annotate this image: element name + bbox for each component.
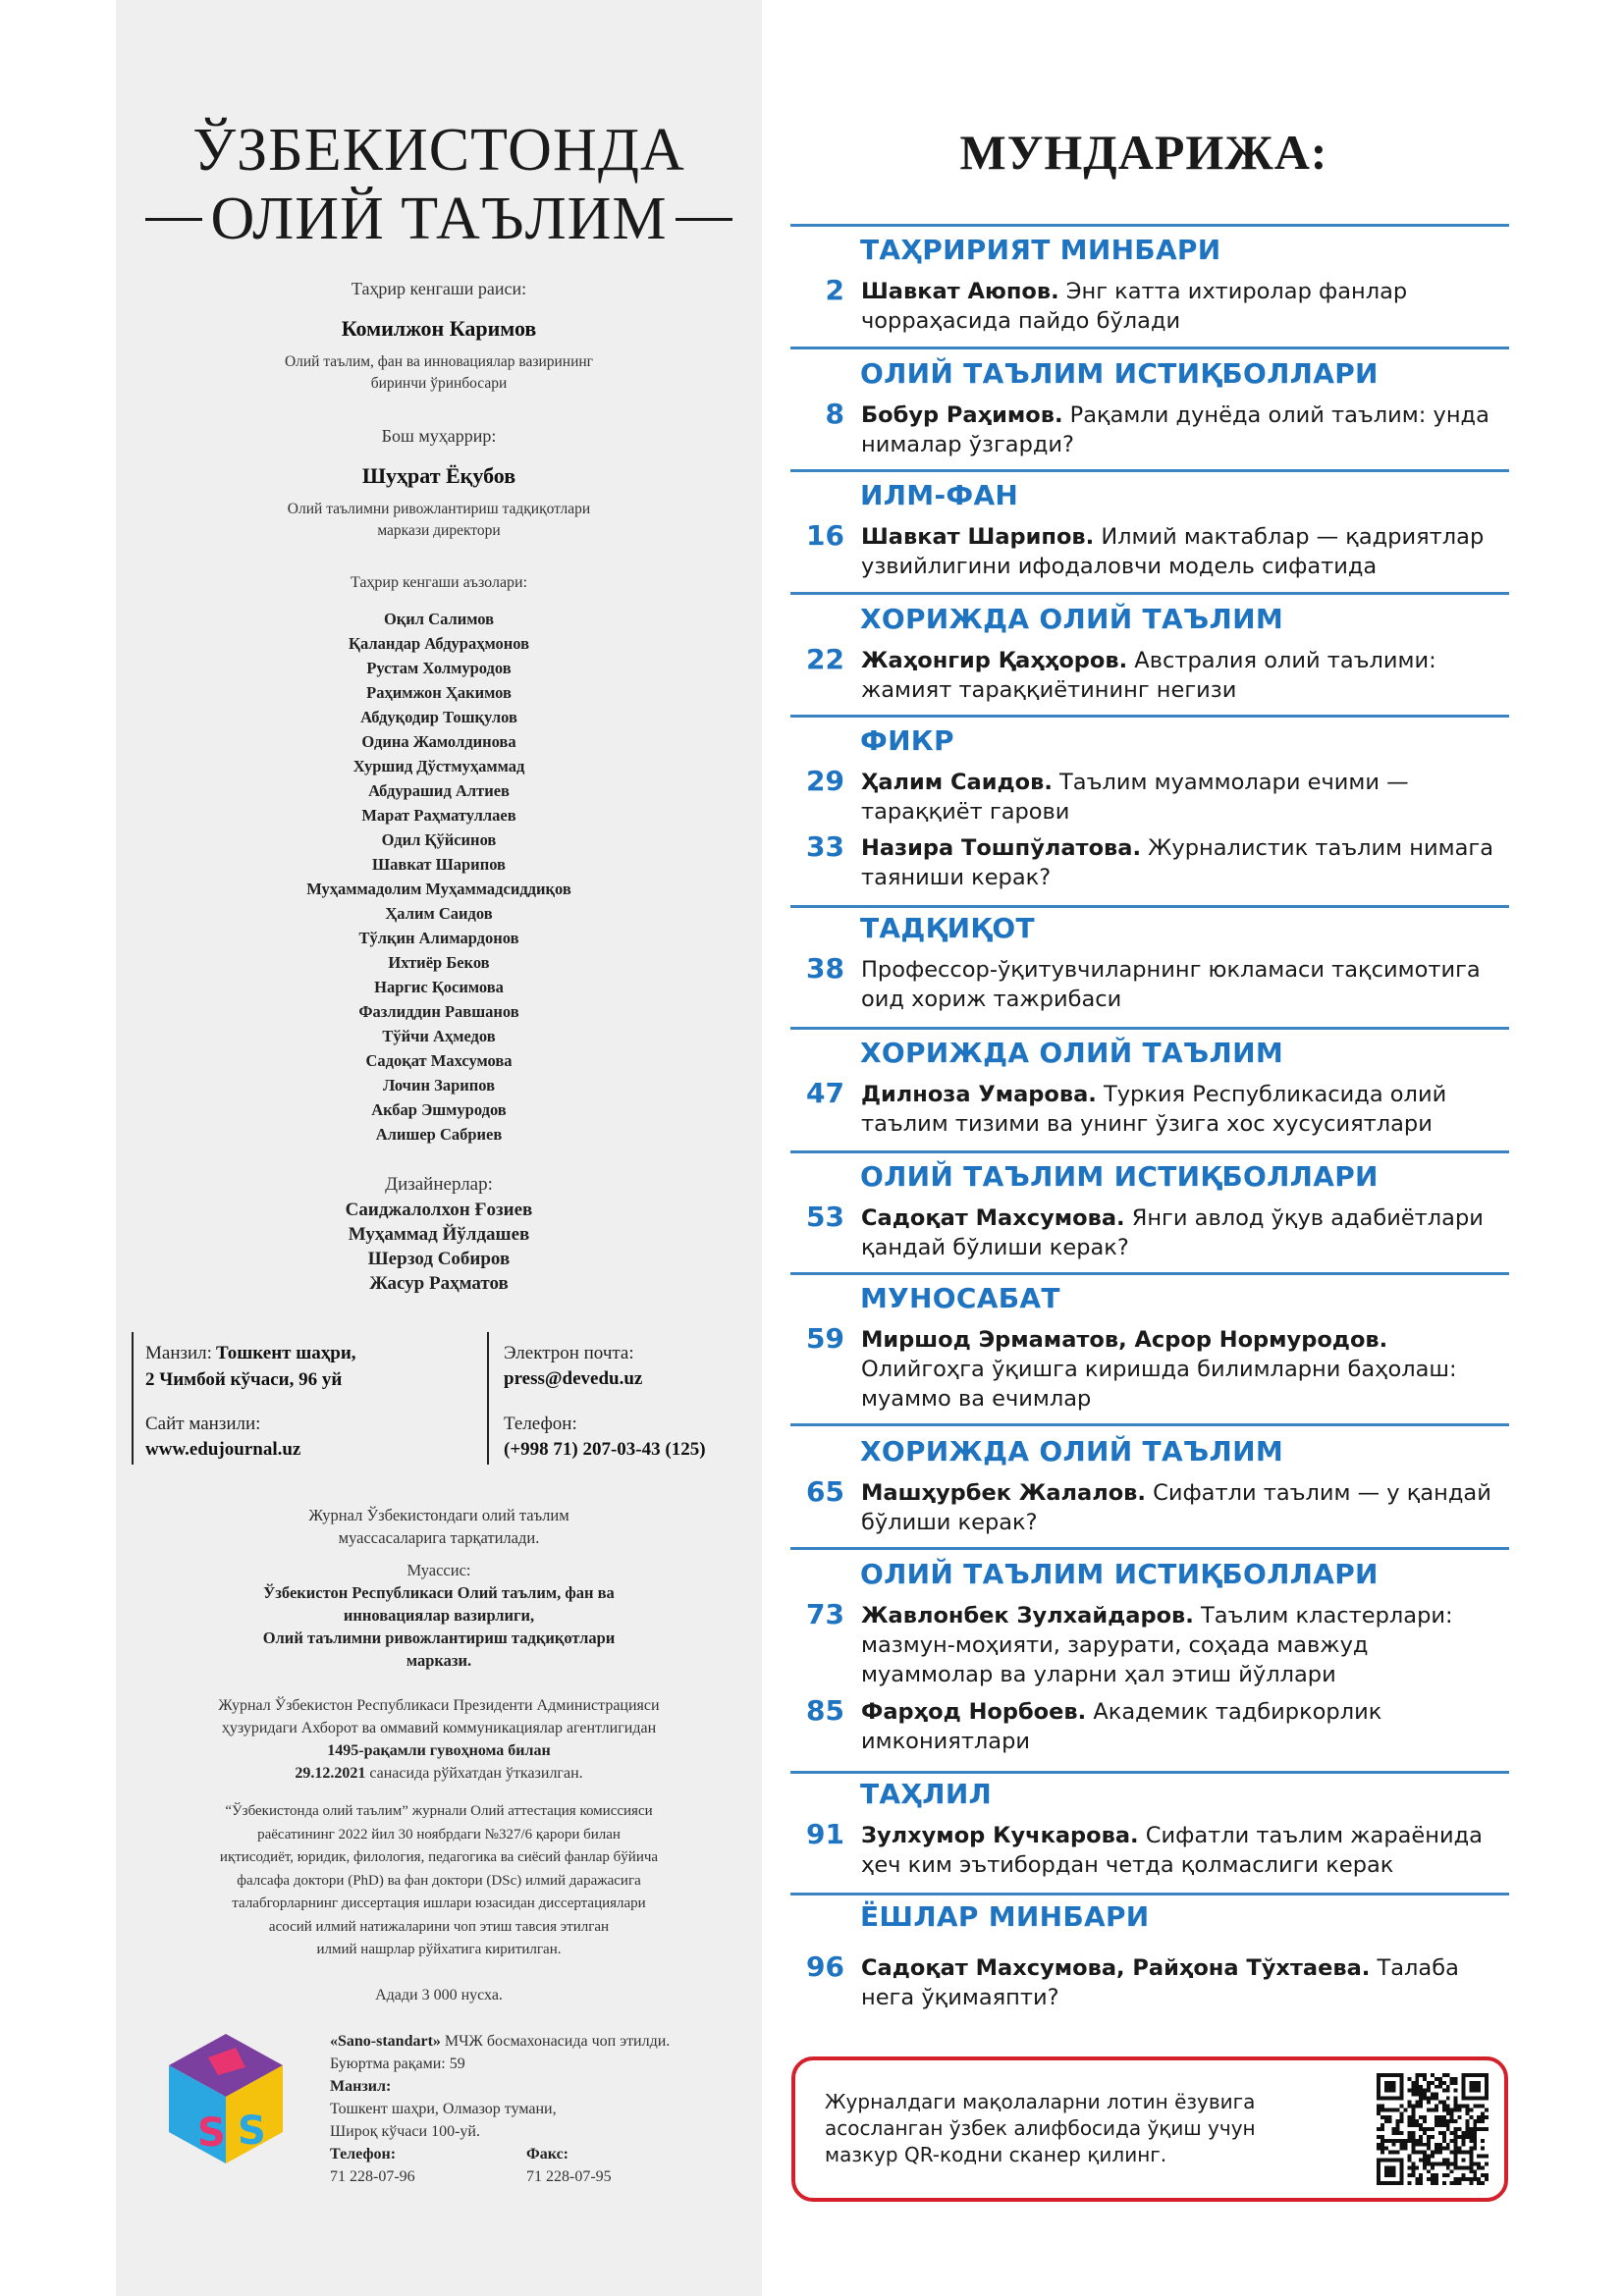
entry-title: Сифатли таълим жараёнида ҳеч ким эътибордан четда қолмаслиги керак	[861, 1823, 1483, 1878]
masthead-dash-left	[145, 218, 202, 221]
chair-name: Комилжон Каримов	[341, 316, 537, 341]
email-block	[504, 1341, 759, 1392]
masthead-title-line2-row	[116, 185, 762, 254]
distribution-note: Журнал Ўзбекистондаги олий таълим муассасаларига тарқатилади.	[308, 1506, 569, 1547]
section-rule	[790, 592, 1509, 595]
entry-title: Академик тадбиркорлик имкониятлари	[861, 1699, 1382, 1754]
section-heading: ИЛМ-ФАН	[860, 479, 1019, 511]
vak-line: “Ўзбекистонда олий таълим” журнали Олий аттестация комиссияси	[225, 1803, 653, 1819]
designer: Жасур Раҳматов	[369, 1273, 509, 1294]
section-rule	[790, 469, 1509, 472]
board-member: Қаландар Абдураҳмонов	[349, 634, 529, 653]
page-number[interactable]: 2	[825, 274, 844, 306]
page-number[interactable]: 16	[806, 519, 844, 552]
address-line2: 2 Чимбой кўчаси, 96 уй	[145, 1369, 343, 1390]
vak-line: илмий нашрлар рўйхатига киритилган.	[316, 1942, 562, 1957]
page-number[interactable]: 73	[806, 1598, 844, 1630]
qr-code-icon[interactable]	[1377, 2073, 1489, 2185]
site-block	[145, 1412, 479, 1463]
designer: Шерзод Собиров	[367, 1249, 511, 1269]
vak-line: асосий илмий натижаларини чоп этиш тавсия этилган	[268, 1918, 610, 1935]
vak-line: фалсафа доктори (PhD) ва фан доктори (DSc) илмий даражасига	[237, 1872, 641, 1889]
board-member: Раҳимжон Ҳакимов	[366, 683, 512, 702]
email-value: press@devedu.uz	[504, 1368, 643, 1389]
toc-entry[interactable]	[861, 1601, 1501, 1689]
section-heading: ОЛИЙ ТАЪЛИМ ИСТИҚБОЛЛАРИ	[860, 357, 1379, 390]
logo-letter-s2: S	[238, 2109, 266, 2154]
entry-author: Шавкат Шарипов.	[861, 524, 1095, 550]
entry-title: Таълим муаммолари ечими — тараққиёт гарови	[861, 770, 1409, 825]
toc-entry[interactable]	[861, 1080, 1501, 1139]
board-member: Муҳаммадолим Муҳаммадсиддиқов	[306, 880, 571, 898]
designers-list	[116, 1198, 762, 1296]
designers-label: Дизайнерлар:	[385, 1174, 493, 1195]
entry-author: Ҳалим Саидов.	[861, 770, 1053, 795]
masthead-title-line1: ЎЗБЕКИСТОНДА	[192, 117, 685, 184]
section-heading: МУНОСАБАТ	[860, 1282, 1060, 1314]
entry-author: Дилноза Умарова.	[861, 1082, 1097, 1107]
board-member: Шавкат Шарипов	[372, 855, 506, 874]
section-rule	[790, 1423, 1509, 1426]
board-member: Ҳалим Саидов	[385, 904, 493, 923]
masthead-title-line2: ОЛИЙ ТАЪЛИМ	[210, 186, 668, 252]
entry-author: Бобур Раҳимов.	[861, 402, 1063, 428]
entry-author: Садоқат Махсумова.	[861, 1205, 1125, 1231]
printer-info: «Sano-standart» МЧЖ босмахонасида чоп этилди. Буюртма рақами: 59 Манзил: Тошкент шаҳри, Олмазор тумани, Широқ кўчаси 100-уй. Телефон: 71 228-07-96 Факс: 71 228-07-95	[330, 2033, 671, 2185]
entry-title: Журналистик таълим нимага таяниши керак?	[861, 835, 1493, 890]
board-member: Абдурашид Алтиев	[368, 781, 510, 800]
entry-title: Австралия олий таълими: жамият тараққиётининг негизи	[861, 648, 1436, 703]
entry-title: Илмий мактаблар — қадриятлар узвийлигини ифодаловчи модель сифатида	[861, 524, 1485, 579]
board-member: Акбар Эшмуродов	[371, 1100, 507, 1119]
entry-title: Олийгоҳга ўқишга киришда билимларни баҳолаш: муаммо ва ечимлар	[861, 1357, 1457, 1412]
section-rule	[790, 1893, 1509, 1896]
editor-role: Олий таълимни ривожлантириш тадқиқотлари маркази директори	[287, 501, 591, 540]
address-line1: Тошкент шаҳри,	[215, 1343, 356, 1363]
board-member: Наргис Қосимова	[374, 978, 504, 996]
entry-title: Талаба нега ўқимаяпти?	[861, 1955, 1459, 2010]
section-heading: ОЛИЙ ТАЪЛИМ ИСТИҚБОЛЛАРИ	[860, 1558, 1379, 1590]
board-member: Тўйчи Аҳмедов	[382, 1027, 496, 1045]
section-heading: ОЛИЙ ТАЪЛИМ ИСТИҚБОЛЛАРИ	[860, 1160, 1379, 1193]
section-heading: ФИКР	[860, 724, 954, 757]
qr-notice-text: Журналдаги мақолаларни лотин ёзувига асосланган ўзбек алифбосида ўқиш учун мазкур QR-кодни сканер қилинг.	[825, 2090, 1256, 2166]
page-number[interactable]: 22	[806, 643, 844, 675]
page-number[interactable]: 59	[806, 1322, 844, 1355]
board-member: Марат Раҳматуллаев	[361, 806, 516, 825]
page-number[interactable]: 33	[806, 830, 844, 863]
entry-title: Профессор-ўқитувчиларнинг юкламаси тақсимотига оид хориж тажрибаси	[861, 957, 1481, 1012]
page-number[interactable]: 8	[825, 398, 844, 430]
members-label: Таҳрир кенгаши аъзолари:	[350, 574, 528, 591]
registration-note: Журнал Ўзбекистон Республикаси Президенти Администрацияси ҳузуридаги Ахборот ва оммавий коммуникациялар агентлигидан 1495-рақамли гувоҳнома билан 29.12.2021 санасида рўйхатдан ўтказилган.	[218, 1697, 660, 1782]
board-member: Рустам Холмуродов	[366, 659, 512, 677]
entry-title: Таълим кластерлари: мазмун-моҳияти, зарурати, соҳада мавжуд муаммолар ва уларни ҳал этиш йўллари	[861, 1603, 1453, 1687]
entry-author: Садоқат Махсумова, Райҳона Тўхтаева.	[861, 1955, 1371, 1981]
entry-title: Янги авлод ўқув адабиётлари қандай бўлиши керак?	[861, 1205, 1484, 1260]
contact-divider	[487, 1332, 489, 1465]
phone-block	[504, 1412, 759, 1463]
site-value: www.edujournal.uz	[145, 1439, 301, 1460]
page-number[interactable]: 96	[806, 1950, 844, 1983]
toc-entry[interactable]	[861, 1478, 1501, 1537]
section-heading: ХОРИЖДА ОЛИЙ ТАЪЛИМ	[860, 603, 1283, 635]
toc-entry[interactable]	[861, 768, 1501, 827]
circulation: Адади 3 000 нусха.	[375, 1987, 503, 2003]
section-heading: ХОРИЖДА ОЛИЙ ТАЪЛИМ	[860, 1435, 1283, 1468]
toc-title: МУНДАРИЖА:	[959, 125, 1328, 180]
toc-entry[interactable]	[861, 1697, 1501, 1756]
toc-entry[interactable]	[861, 833, 1501, 892]
designer: Саиджалолхон Ғозиев	[345, 1200, 533, 1220]
section-heading: ЁШЛАР МИНБАРИ	[860, 1900, 1150, 1933]
board-member: Хуршид Дўстмуҳаммад	[352, 757, 525, 775]
section-rule	[790, 1771, 1509, 1774]
section-rule	[790, 1272, 1509, 1275]
founder-label: Муассис:	[406, 1561, 471, 1579]
chair-label: Таҳрир кенгаши раиси:	[351, 279, 527, 298]
board-member: Фазлиддин Равшанов	[358, 1002, 519, 1021]
entry-author: Зулхумор Кучкарова.	[861, 1823, 1139, 1848]
designer: Муҳаммад Йўлдашев	[348, 1224, 530, 1245]
vak-line: талабгорларнинг диссертация ишлари юзасидан диссертациялари	[232, 1896, 646, 1911]
section-rule	[790, 1027, 1509, 1030]
chair-role: Олий таълим, фан ва инновациялар вазирининг биринчи ўринбосари	[284, 353, 594, 393]
toc-entry[interactable]	[861, 1821, 1501, 1880]
toc-entry[interactable]	[861, 277, 1501, 336]
board-member: Лочин Зарипов	[382, 1076, 496, 1095]
page-number[interactable]: 47	[806, 1077, 844, 1109]
members-list	[116, 607, 762, 1147]
phone-label: Телефон:	[504, 1414, 577, 1434]
toc-entry[interactable]	[861, 522, 1501, 581]
board-member: Одил Қўйсинов	[381, 830, 497, 849]
page-number[interactable]: 29	[806, 765, 844, 797]
section-rule	[790, 715, 1509, 718]
board-member: Садоқат Махсумова	[365, 1051, 513, 1070]
entry-title: Рақамли дунёда олий таълим: унда нималар ўзгарди?	[861, 402, 1489, 457]
section-heading: ХОРИЖДА ОЛИЙ ТАЪЛИМ	[860, 1037, 1283, 1069]
vak-line: раёсатининг 2022 йил 30 ноябрдаги №327/6 қарори билан	[257, 1826, 621, 1842]
entry-title: Энг катта ихтиролар фанлар чорраҳасида пайдо бўлади	[861, 279, 1408, 334]
logo-letter-s1: S	[197, 2110, 226, 2156]
toc-entry[interactable]	[861, 1953, 1501, 2012]
entry-title: Туркия Республикасида олий таълим тизими ва унинг ўзига хос хусусиятлари	[861, 1082, 1447, 1137]
entry-author: Жаҳонгир Қаҳҳоров.	[861, 648, 1128, 673]
entry-author: Жавлонбек Зулхайдаров.	[861, 1603, 1194, 1629]
page-number[interactable]: 38	[806, 952, 844, 985]
phone-value: (+998 71) 207-03-43 (125)	[504, 1439, 706, 1460]
toc-entry[interactable]	[861, 646, 1501, 705]
section-rule	[790, 347, 1509, 349]
editor-name: Шуҳрат Ёқубов	[361, 463, 516, 488]
entry-author: Назира Тошпўлатова.	[861, 835, 1142, 861]
editor-label: Бош муҳаррир:	[381, 426, 497, 446]
page-number[interactable]: 85	[806, 1694, 844, 1727]
entry-author: Машҳурбек Жалалов.	[861, 1480, 1146, 1506]
vak-note	[116, 1800, 762, 1962]
section-heading: ТАҲРИРИЯТ МИНБАРИ	[860, 234, 1221, 266]
board-member: Ихтиёр Беков	[388, 953, 490, 972]
section-heading: ТАҲЛИЛ	[860, 1778, 993, 1810]
site-label: Сайт манзили:	[145, 1414, 261, 1434]
address-block	[145, 1341, 479, 1394]
section-rule	[790, 905, 1509, 908]
toc-entry[interactable]	[861, 955, 1501, 1014]
printer-logo-icon	[165, 2030, 287, 2167]
section-rule	[790, 1547, 1509, 1550]
toc-entry[interactable]	[861, 1203, 1501, 1262]
board-member: Тўлқин Алимардонов	[358, 929, 519, 947]
board-member: Одина Жамолдинова	[361, 732, 516, 751]
address-label: Манзил:	[145, 1343, 212, 1363]
board-member: Алишер Сабриев	[375, 1125, 503, 1144]
entry-author: Фарҳод Норбоев.	[861, 1699, 1087, 1725]
vak-line: иқтисодиёт, юридик, филология, педагогика ва сиёсий фанлар бўйича	[219, 1849, 659, 1865]
section-rule	[790, 1150, 1509, 1153]
section-rule	[790, 224, 1509, 227]
entry-title: Сифатли таълим — у қандай бўлиши керак?	[861, 1480, 1491, 1535]
page-number[interactable]: 53	[806, 1201, 844, 1233]
entry-author: Шавкат Аюпов.	[861, 279, 1059, 304]
email-label: Электрон почта:	[504, 1343, 634, 1363]
board-member: Абдуқодир Тошқулов	[360, 708, 517, 726]
toc-entry[interactable]	[861, 1325, 1501, 1414]
page-number[interactable]: 65	[806, 1475, 844, 1508]
entry-author: Миршод Эрмаматов, Асрор Нормуродов.	[861, 1327, 1388, 1353]
page-number[interactable]: 91	[806, 1818, 844, 1850]
section-heading: ТАДҚИҚОТ	[860, 912, 1035, 944]
masthead-dash-right	[676, 218, 732, 221]
toc-entry[interactable]	[861, 400, 1501, 459]
board-member: Оқил Салимов	[383, 610, 495, 628]
founder-block: Муассис: Ўзбекистон Республикаси Олий таълим, фан ва инновациялар вазирлиги, Олий таълимни ривожлантириш тадқиқотлари маркази.	[116, 1559, 762, 1672]
